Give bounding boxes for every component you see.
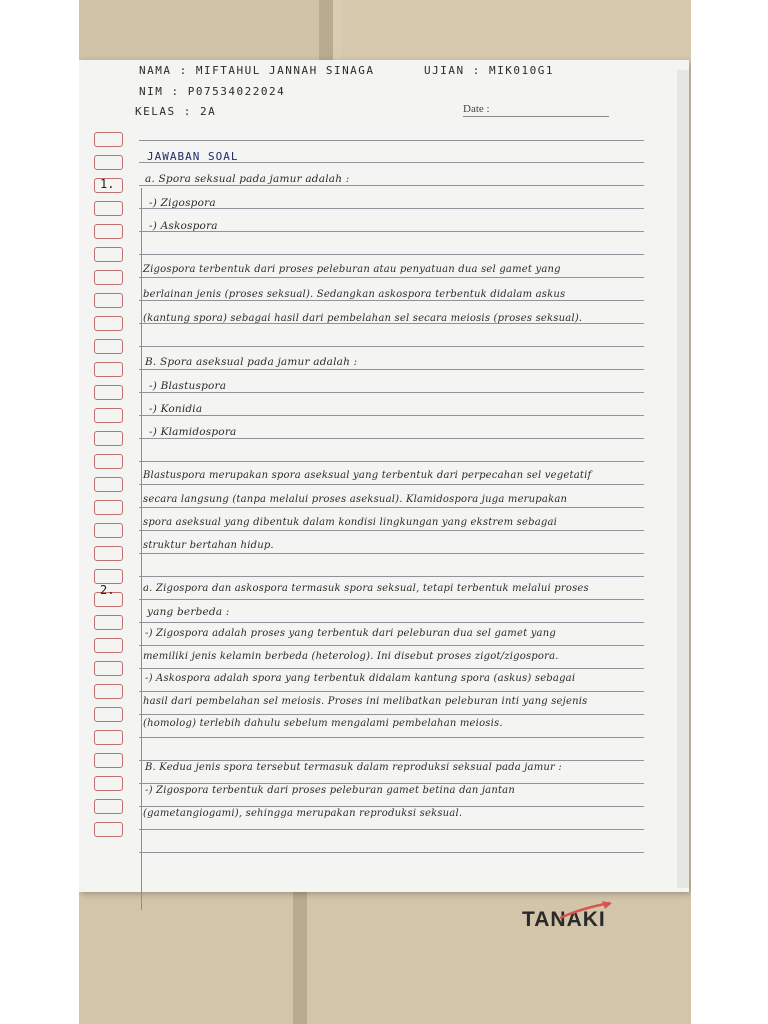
q1a-paragraph-line: Zigospora terbentuk dari proses peleburan atau penyatuan dua sel gamet yang xyxy=(143,264,561,275)
checkbox xyxy=(94,707,123,722)
q2a-line: (homolog) terlebih dahulu sebelum mengalami pembelahan meiosis. xyxy=(143,718,503,729)
checkbox xyxy=(94,339,123,354)
ruled-line xyxy=(139,484,644,485)
ruled-line xyxy=(139,140,644,141)
q2a-line: yang berbeda : xyxy=(147,606,230,618)
q1b-item: -) Konidia xyxy=(149,403,203,415)
q1b-heading: B. Spora aseksual pada jamur adalah : xyxy=(145,356,358,368)
ruled-line xyxy=(139,461,644,462)
checkbox xyxy=(94,523,123,538)
q2a-line: -) Zigospora adalah proses yang terbentuk dari peleburan dua sel gamet yang xyxy=(145,628,556,639)
checkbox xyxy=(94,270,123,285)
ruled-line xyxy=(139,737,644,738)
ruled-line xyxy=(139,599,644,600)
checkbox xyxy=(94,132,123,147)
checkbox xyxy=(94,454,123,469)
q2a-line: a. Zigospora dan askospora termasuk spora seksual, tetapi terbentuk melalui proses xyxy=(143,583,589,594)
checkbox xyxy=(94,362,123,377)
q1b-paragraph-line: Blastuspora merupakan spora aseksual yang terbentuk dari perpecahan sel vegetatif xyxy=(143,470,592,481)
floor-tile xyxy=(79,0,319,60)
checkbox xyxy=(94,408,123,423)
checkbox xyxy=(94,776,123,791)
q1a-heading: a. Spora seksual pada jamur adalah : xyxy=(145,173,350,185)
brand-logo xyxy=(522,908,606,932)
checkbox xyxy=(94,477,123,492)
answer-title: JAWABAN SOAL xyxy=(147,150,239,163)
checkbox xyxy=(94,753,123,768)
ruled-line xyxy=(139,829,644,830)
ruled-line xyxy=(139,576,644,577)
q1a-paragraph-line: (kantung spora) sebagai hasil dari pembelahan sel secara meiosis (proses seksual). xyxy=(143,313,583,324)
checkbox xyxy=(94,638,123,653)
ruled-line xyxy=(139,553,644,554)
photo-background xyxy=(79,0,691,1024)
ruled-line xyxy=(139,645,644,646)
notebook-page xyxy=(79,60,689,931)
q2a-line: hasil dari pembelahan sel meiosis. Proses ini melibatkan peleburan inti yang sejenis xyxy=(143,696,588,707)
q1b-paragraph-line: secara langsung (tanpa melalui proses aseksual). Klamidospora juga merupakan xyxy=(143,494,568,505)
ruled-line xyxy=(139,346,644,347)
checkbox xyxy=(94,799,123,814)
checkbox xyxy=(94,661,123,676)
checkbox xyxy=(94,385,123,400)
checkbox xyxy=(94,822,123,837)
q2b-line: (gametangiogami), sehingga merupakan reproduksi seksual. xyxy=(143,808,463,819)
ruled-line xyxy=(139,530,644,531)
student-nim: NIM : P07534022024 xyxy=(139,85,286,98)
checkbox xyxy=(94,224,123,239)
ruled-line xyxy=(139,254,644,255)
ruled-line xyxy=(139,277,644,278)
q2a-line: memiliki jenis kelamin berbeda (heterolog). Ini disebut proses zigot/zigospora. xyxy=(143,651,559,662)
student-class: KELAS : 2A xyxy=(135,105,217,118)
checkbox xyxy=(94,247,123,262)
q1a-item: -) Zigospora xyxy=(149,197,216,209)
q1b-paragraph-line: struktur bertahan hidup. xyxy=(143,540,274,551)
checkbox xyxy=(94,615,123,630)
checkbox xyxy=(94,546,123,561)
margin-line xyxy=(141,188,142,910)
ruled-line xyxy=(139,438,644,439)
date-label: Date : xyxy=(463,103,490,115)
exam-code: UJIAN : MIK010G1 xyxy=(424,64,554,77)
ruled-line xyxy=(139,300,644,301)
q2b-line: B. Kedua jenis spora tersebut termasuk dalam reproduksi seksual pada jamur : xyxy=(145,762,562,773)
q1b-item: -) Klamidospora xyxy=(149,426,237,438)
ruled-line xyxy=(139,714,644,715)
question-number: 1. xyxy=(100,177,115,191)
checkbox xyxy=(94,684,123,699)
logo-swoosh-icon xyxy=(558,900,614,922)
q1b-paragraph-line: spora aseksual yang dibentuk dalam kondisi lingkungan yang ekstrem sebagai xyxy=(143,517,558,528)
ruled-line xyxy=(139,668,644,669)
checkbox xyxy=(94,569,123,584)
notebook-edge xyxy=(677,70,689,888)
ruled-line xyxy=(139,783,644,784)
ruled-line xyxy=(139,622,644,623)
q2a-line: -) Askospora adalah spora yang terbentuk didalam kantung spora (askus) sebagai xyxy=(145,673,576,684)
ruled-line xyxy=(139,806,644,807)
checkbox xyxy=(94,201,123,216)
question-number: 2. xyxy=(100,583,115,597)
ruled-line xyxy=(139,369,644,370)
checkbox xyxy=(94,500,123,515)
tile-grout xyxy=(319,0,333,60)
ruled-line xyxy=(139,852,644,853)
q1a-paragraph-line: berlainan jenis (proses seksual). Sedangkan askospora terbentuk didalam askus xyxy=(143,289,566,300)
checkbox xyxy=(94,431,123,446)
ruled-line xyxy=(139,185,644,186)
checkbox xyxy=(94,730,123,745)
date-line xyxy=(463,116,609,117)
q2b-line: -) Zigospora terbentuk dari proses peleburan gamet betina dan jantan xyxy=(145,785,515,796)
brand-name: TANAKI xyxy=(522,908,606,931)
checkbox xyxy=(94,155,123,170)
q1b-item: -) Blastuspora xyxy=(149,380,227,392)
checkbox xyxy=(94,293,123,308)
floor-tile xyxy=(341,0,691,60)
student-name: NAMA : MIFTAHUL JANNAH SINAGA xyxy=(139,64,375,77)
ruled-line xyxy=(139,415,644,416)
ruled-line xyxy=(139,392,644,393)
ruled-line xyxy=(139,691,644,692)
ruled-line xyxy=(139,760,644,761)
tile-grout xyxy=(293,880,307,1024)
ruled-line xyxy=(139,507,644,508)
q1a-item: -) Askospora xyxy=(149,220,218,232)
checkbox xyxy=(94,316,123,331)
